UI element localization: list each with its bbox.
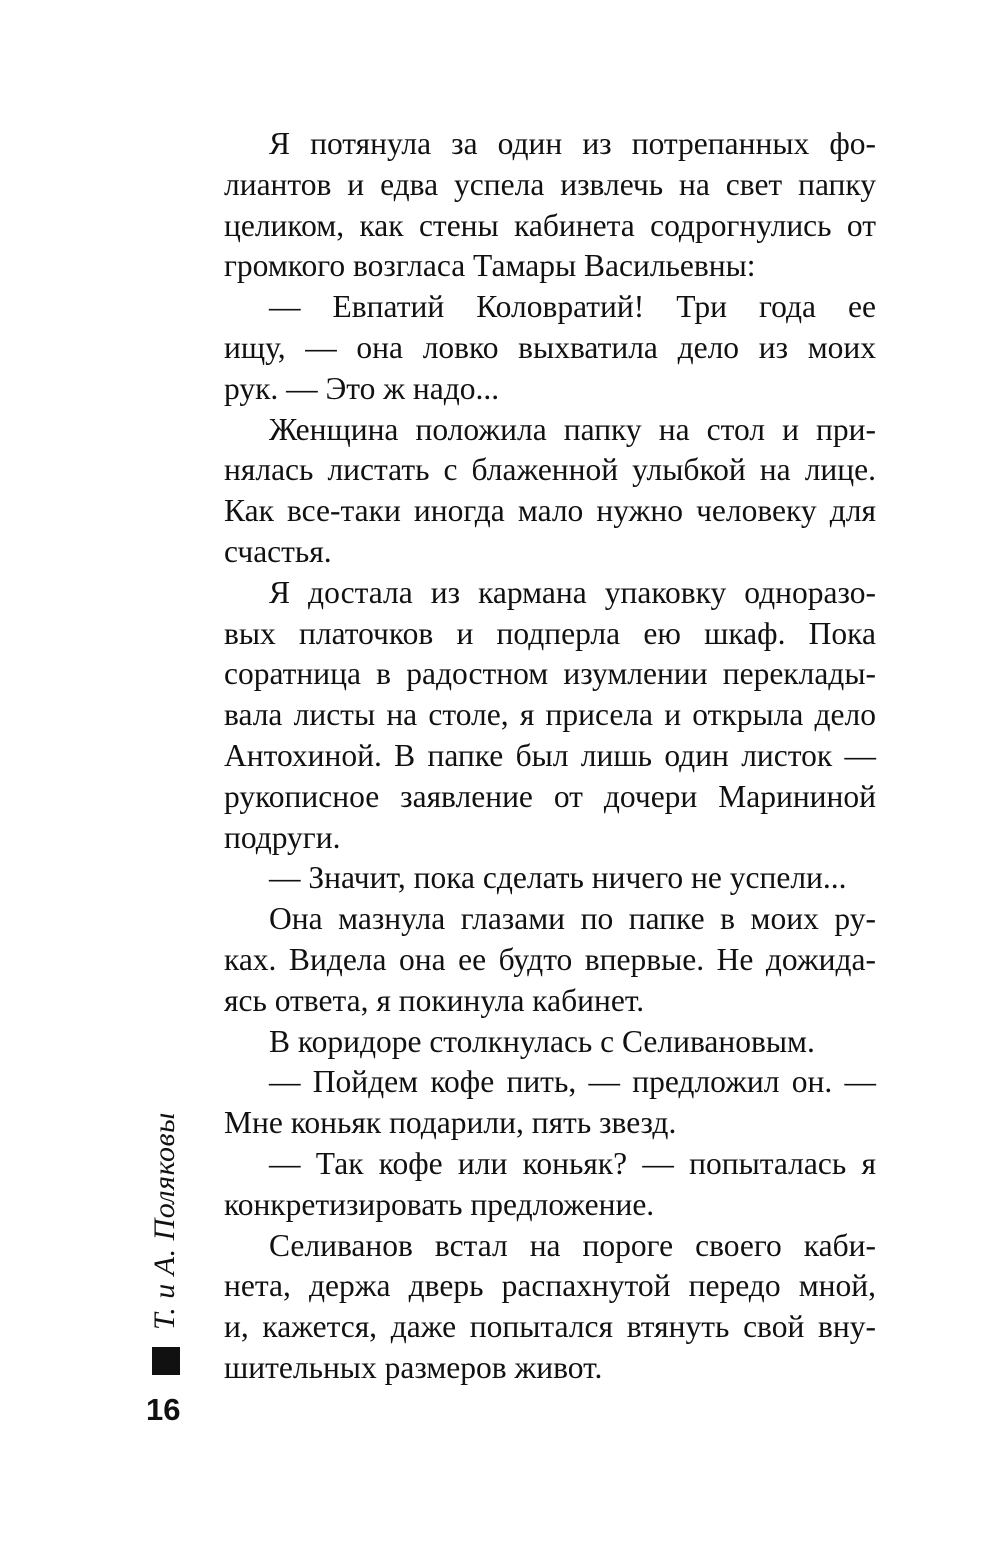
text-line: конкретизировать предложение.	[224, 1186, 655, 1222]
text-line: Она мазнула глазами по папке в моих ру-	[269, 901, 876, 937]
text-line: — Пойдем кофе пить, — предложил он. —	[269, 1064, 876, 1100]
text-line: ках. Видела она ее будто впервые. Не дожида-	[224, 941, 876, 977]
text-line: — Значит, пока сделать ничего не успели...	[269, 860, 847, 896]
text-line: Как все-таки иногда мало нужно человеку для	[224, 493, 876, 529]
text-line: громкого возгласа Тамары Васильевны:	[224, 248, 756, 284]
text-line: и, кажется, даже попытался втянуть свой вну-	[224, 1309, 876, 1345]
text-line: нета, держа дверь распахнутой передо мной,	[224, 1268, 876, 1304]
text-line: рук. — Это ж надо...	[224, 370, 500, 406]
text-line: В коридоре столкнулась с Селивановым.	[269, 1023, 815, 1059]
text-line: ищу, — она ловко выхватила дело из моих	[224, 329, 876, 365]
text-line: подруги.	[224, 819, 341, 855]
square-marker-icon	[152, 1347, 180, 1375]
text-line: вых платочков и подперла ею шкаф. Пока	[224, 615, 876, 651]
text-line: соратница в радостном изумлении переклады-	[224, 656, 876, 692]
body-text	[224, 124, 876, 1389]
text-line: счастья.	[224, 533, 332, 569]
text-line: целиком, как стены кабинета содрогнулись от	[224, 207, 876, 243]
text-line: ясь ответа, я покинула кабинет.	[224, 982, 645, 1018]
text-line: Селиванов встал на пороге своего каби-	[269, 1227, 876, 1263]
text-line: Антохиной. В папке был лишь один листок —	[224, 737, 876, 773]
text-line: лиантов и едва успела извлечь на свет папку	[224, 166, 876, 202]
text-line: рукописное заявление от дочери Марининой	[224, 778, 876, 814]
page-number: 16	[146, 1392, 181, 1427]
running-head-author: Т. и А. Поляковы	[148, 1112, 181, 1330]
text-line: Я потянула за один из потрепанных фо-	[269, 126, 876, 161]
text-line: шительных размеров живот.	[224, 1349, 603, 1385]
text-line: Женщина положила папку на стол и при-	[269, 411, 876, 447]
text-line: — Евпатий Коловратий! Три года ее	[269, 289, 876, 325]
text-line: вала листы на столе, я присела и открыла дело	[224, 697, 876, 733]
text-line: Мне коньяк подарили, пять звезд.	[224, 1105, 677, 1141]
text-line: — Так кофе или коньяк? — попыталась я	[269, 1145, 876, 1181]
text-line: Я достала из кармана упаковку одноразо-	[269, 574, 876, 610]
text-line: нялась листать с блаженной улыбкой на лице.	[224, 452, 876, 488]
